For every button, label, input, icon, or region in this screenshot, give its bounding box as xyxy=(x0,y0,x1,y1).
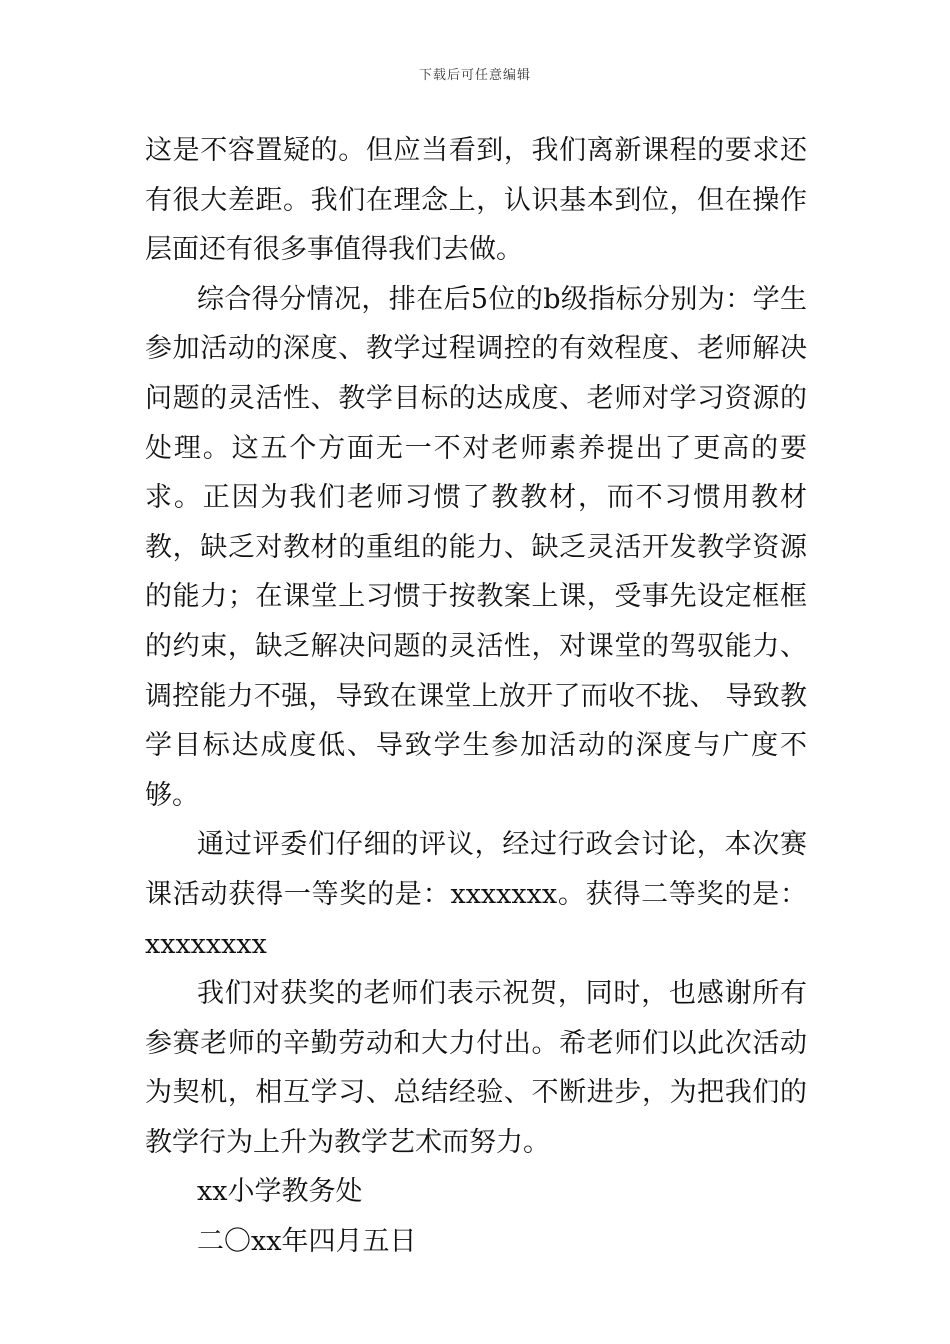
paragraph-3: 通过评委们仔细的评议，经过行政会讨论，本次赛课活动获得一等奖的是：xxxxxxx。获得二等奖的是： xyxy=(145,829,807,910)
paragraph-1: 这是不容置疑的。但应当看到，我们离新课程的要求还有很大差距。我们在理念上，认识基本到位，但在操作层面还有很多事值得我们去做。 xyxy=(145,135,807,266)
signature-org: xx小学教务处 xyxy=(197,1176,363,1208)
document-body xyxy=(145,126,807,1267)
paragraph-4: 我们对获奖的老师们表示祝贺，同时，也感谢所有参赛老师的辛勤劳动和大力付出。希老师们以此次活动为契机，相互学习、总结经验、不断进步，为把我们的教学行为上升为教学艺术而努力。 xyxy=(145,978,807,1158)
signature-date: 二〇xx年四月五日 xyxy=(197,1226,417,1258)
page-header: 下载后可任意编辑 xyxy=(418,68,531,83)
paragraph-3-continued: xxxxxxxx xyxy=(145,928,267,960)
paragraph-2: 综合得分情况，排在后5位的b级指标分别为：学生参加活动的深度、教学过程调控的有效程度、老师解决问题的灵活性、教学目标的达成度、老师对学习资源的处理。这五个方面无一不对老师素养提出了更高的要求。正因为我们老师习惯了教教材，而不习惯用教材教，缺乏对教材的重组的能力、缺乏灵活开发教学资源的能力；在课堂上习惯于按教案上课，受事先设定框框的约束，缺乏解决问题的灵活性，对课堂的驾驭能力、调控能力不强，导致在课堂上放开了而收不拢、 导致教学目标达成度低、导致学生参加活动的深度与广度不够。 xyxy=(145,283,807,811)
